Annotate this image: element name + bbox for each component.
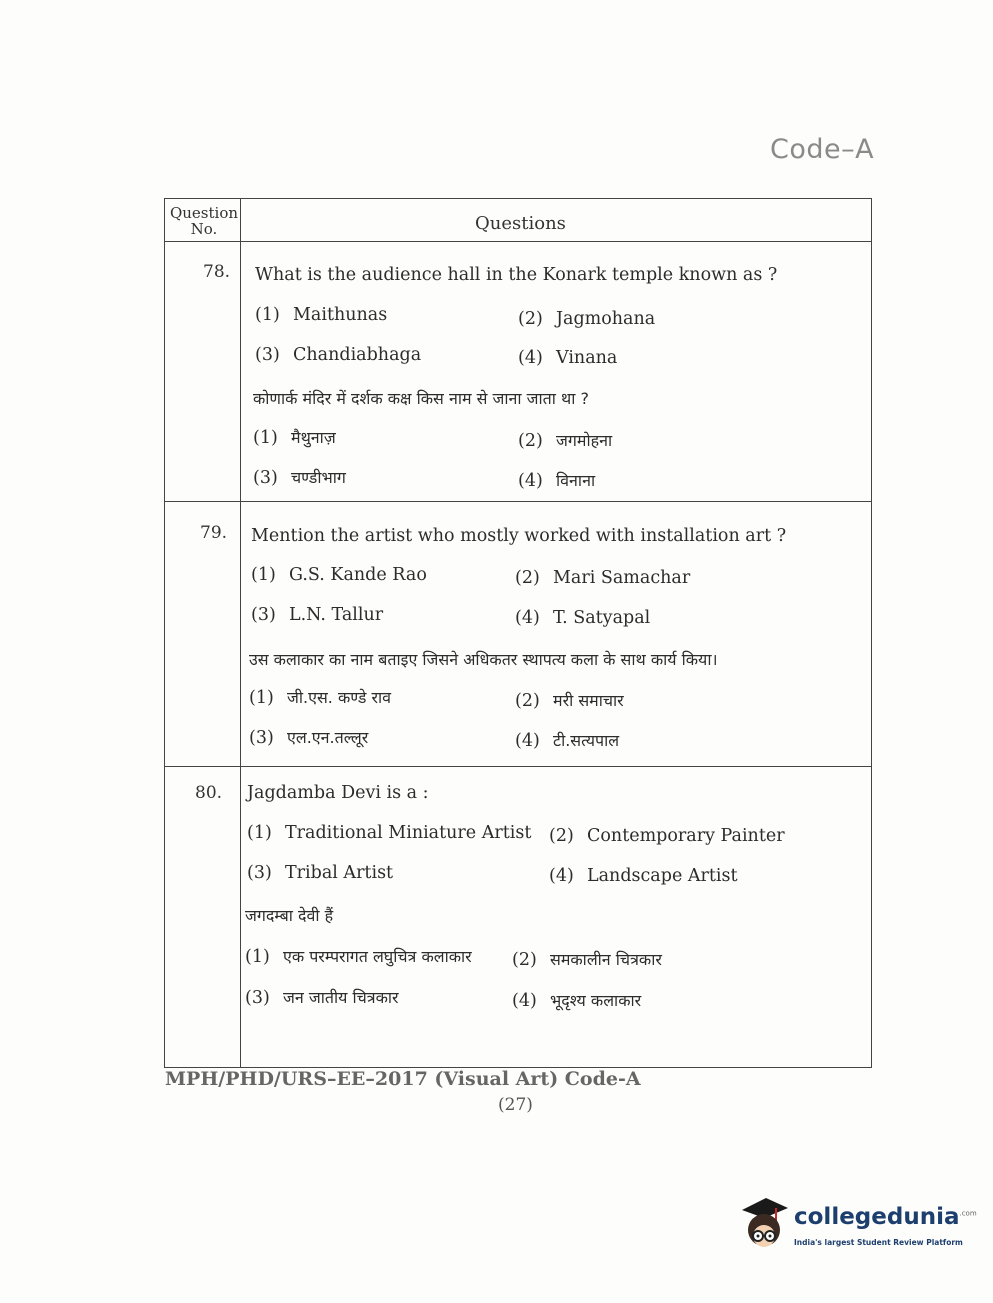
question-number: 78. [203,262,231,282]
question-text-hi: जगदम्बा देवी हैं [245,906,334,925]
code-label: Code–A [770,134,875,165]
option: (1) मैथुनाज़ [253,428,336,448]
exam-footer: MPH/PHD/URS–EE–2017 (Visual Art) Code-A [165,1068,641,1090]
option: (3) एल.एन.तल्लूर [249,728,369,748]
option: (1) G.S. Kande Rao [251,565,427,585]
row-divider [165,501,871,502]
option: (2) Contemporary Painter [549,826,785,846]
question-text-en: Mention the artist who mostly worked with installation art ? [251,526,787,546]
option: (3) Chandiabhaga [255,345,422,365]
header-questions: Questions [475,213,566,234]
option: (3) चण्डीभाग [253,468,346,488]
option: (2) जगमोहना [518,431,613,451]
option: (1) Traditional Miniature Artist [247,823,532,843]
option: (3) जन जातीय चित्रकार [245,988,399,1008]
question-table [164,198,872,1068]
row-divider [165,766,871,767]
question-number: 79. [200,523,228,543]
logo-tagline: India's largest Student Review Platform [794,1238,963,1247]
option: (2) मरी समाचार [515,691,624,711]
question-text-en: Jagdamba Devi is a : [247,783,429,803]
option: (4) T. Satyapal [515,608,651,628]
mascot-icon [736,1196,792,1256]
option: (4) Landscape Artist [549,866,738,886]
question-text-hi: कोणार्क मंदिर में दर्शक कक्ष किस नाम से जाना जाता था ? [253,389,589,408]
option: (4) टी.सत्यपाल [515,731,620,751]
question-text-en: What is the audience hall in the Konark temple known as ? [255,265,778,285]
option: (2) Mari Samachar [515,568,691,588]
column-divider [240,199,241,1067]
option: (4) भूदृश्य कलाकार [512,991,642,1011]
option: (3) L.N. Tallur [251,605,384,625]
question-text-hi: उस कलाकार का नाम बताइए जिसने अधिकतर स्थापत्य कला के साथ कार्य किया। [249,650,718,669]
option: (3) Tribal Artist [247,863,394,883]
logo-wordmark: collegedunia$^{.com}$ [794,1204,977,1230]
option: (1) Maithunas [255,305,388,325]
collegedunia-logo [736,1196,977,1256]
question-number: 80. [195,783,223,803]
option: (1) एक परम्परागत लघुचित्र कलाकार [245,947,472,967]
option: (4) विनाना [518,471,596,491]
page-number: (27) [498,1095,533,1115]
header-question-no: Question No. [169,204,239,238]
option: (2) Jagmohana [518,309,656,329]
option: (4) Vinana [518,348,618,368]
option: (2) समकालीन चित्रकार [512,950,662,970]
option: (1) जी.एस. कण्डे राव [249,688,392,708]
header-divider [165,241,871,242]
